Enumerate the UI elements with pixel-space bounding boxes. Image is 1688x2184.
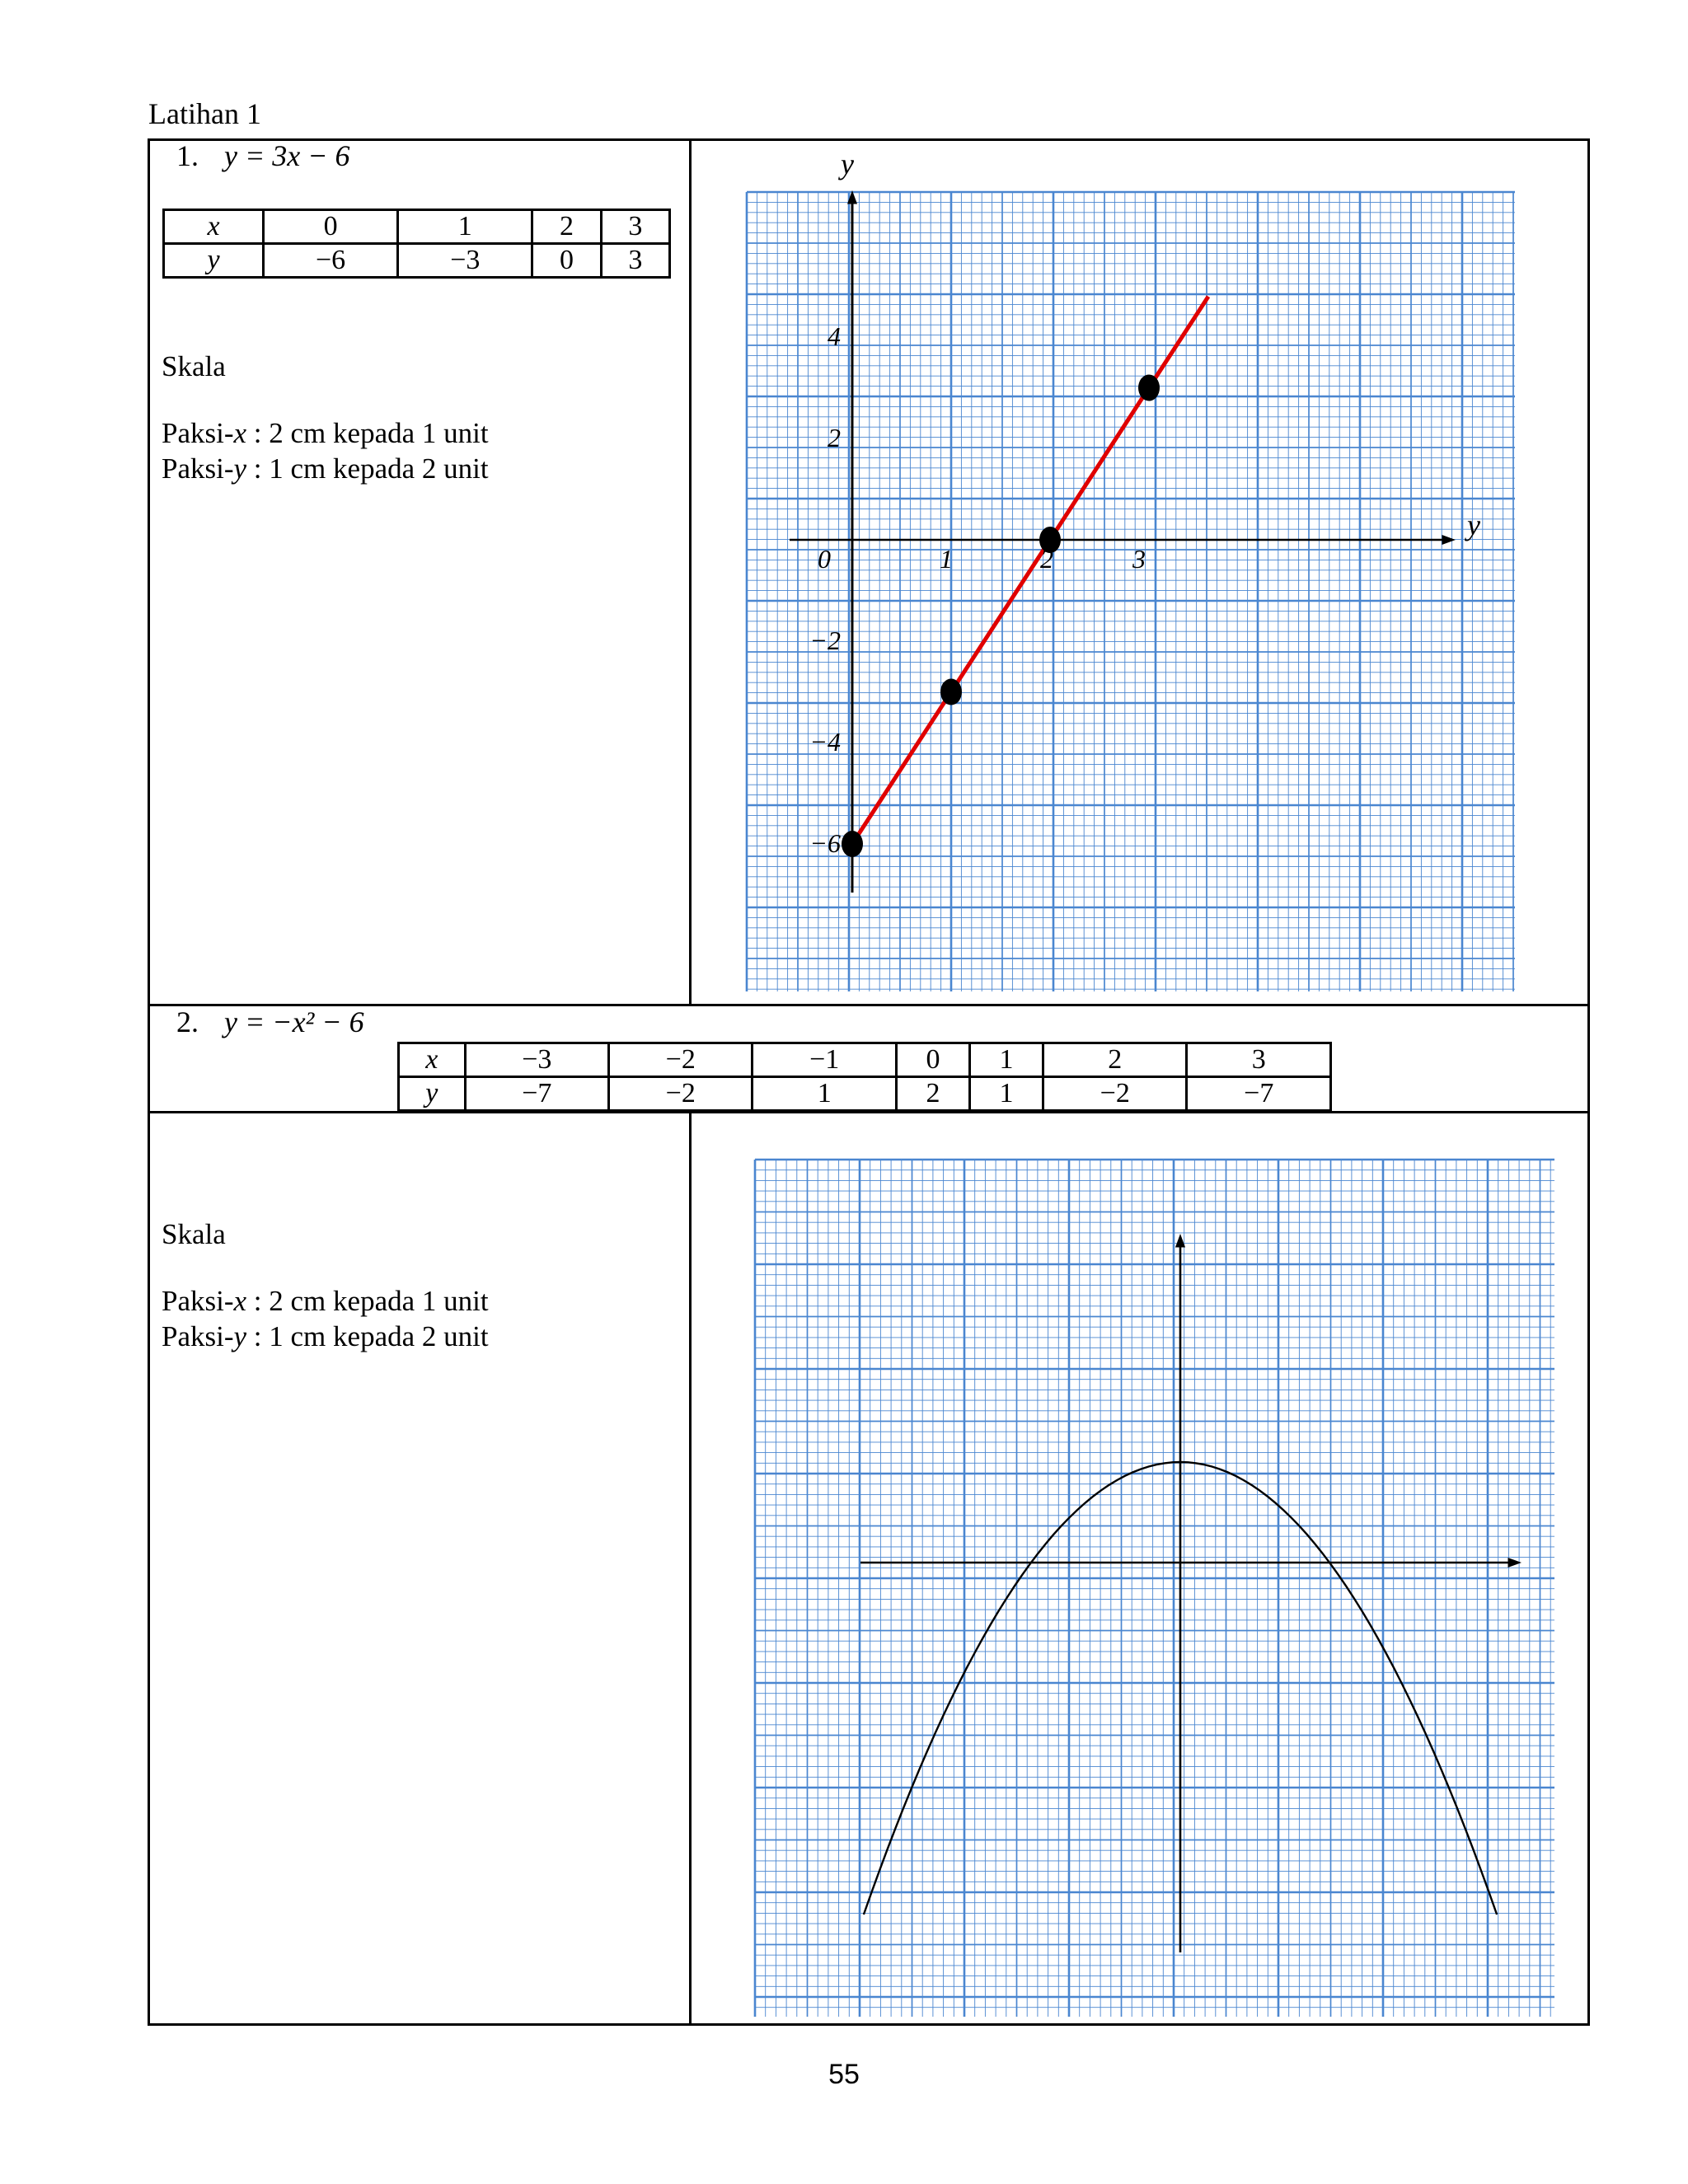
q2-scale-title: Skala xyxy=(162,1218,226,1250)
q1-x-cell: 0 xyxy=(264,210,398,244)
q2-title xyxy=(176,1004,364,1040)
q2-y-scale xyxy=(162,1319,489,1354)
q1-y-tick-label: 2 xyxy=(828,423,841,452)
q1-y-scale-var: y xyxy=(233,452,247,485)
q1-x-cell: 1 xyxy=(398,210,532,244)
q1-y-tick-label: −2 xyxy=(809,626,841,655)
q1-y-row xyxy=(164,244,670,278)
q1-y-header: y xyxy=(164,244,264,278)
q1-x-scale-prefix: Paksi- xyxy=(162,417,234,449)
q1-scale-title: Skala xyxy=(162,350,226,382)
data-point xyxy=(1138,375,1160,401)
q1-number: 1. xyxy=(176,139,199,172)
q1-y-cell: 3 xyxy=(601,244,669,278)
q2-y-cell: −2 xyxy=(1043,1077,1187,1111)
q1-graph-grid xyxy=(747,192,1515,991)
q1-graph-plot xyxy=(842,297,1208,857)
q1-x-header: x xyxy=(164,210,264,244)
worksheet-heading: Latihan 1 xyxy=(148,97,261,130)
q2-y-cell: −2 xyxy=(609,1077,753,1111)
q1-x-axis-label: y xyxy=(1467,509,1480,541)
q1-title xyxy=(176,138,350,174)
q1-graph xyxy=(691,141,1587,1003)
q1-y-scale-text: : 1 cm kepada 2 unit xyxy=(246,452,489,485)
q2-y-scale-text: : 1 cm kepada 2 unit xyxy=(246,1320,489,1352)
q2-y-row xyxy=(399,1077,1331,1111)
q2-equation: y = −x² − 6 xyxy=(224,1005,364,1038)
q2-x-scale-prefix: Paksi- xyxy=(162,1285,234,1317)
q1-x-tick-label: 1 xyxy=(940,544,953,574)
q2-x-cell: −1 xyxy=(753,1043,896,1077)
q1-x-row xyxy=(164,210,670,244)
q1-x-scale-text: : 2 cm kepada 1 unit xyxy=(246,417,489,449)
q1-y-scale xyxy=(162,451,489,486)
q2-y-scale-var: y xyxy=(233,1320,247,1352)
q2-x-cell: −3 xyxy=(465,1043,608,1077)
q2-x-cell: 0 xyxy=(896,1043,969,1077)
q2-y-scale-prefix: Paksi- xyxy=(162,1320,234,1352)
q2-x-cell: 1 xyxy=(969,1043,1043,1077)
q2-number: 2. xyxy=(176,1005,199,1038)
q1-x-cell: 2 xyxy=(532,210,601,244)
q1-origin-label: 0 xyxy=(818,544,831,574)
q1-x-tick-label: 2 xyxy=(1040,544,1053,574)
data-point xyxy=(842,831,863,857)
q1-x-cell: 3 xyxy=(601,210,669,244)
q2-y-cell: −7 xyxy=(1187,1077,1331,1111)
q2-x-scale xyxy=(162,1283,489,1319)
q1-y-scale-prefix: Paksi- xyxy=(162,452,234,485)
q1-equation: y = 3x − 6 xyxy=(224,139,350,172)
q2-x-scale-var: x xyxy=(233,1285,247,1317)
q2-y-cell: 2 xyxy=(896,1077,969,1111)
q1-y-tick-label: 4 xyxy=(828,321,841,351)
q1-y-cell: 0 xyxy=(532,244,601,278)
q2-value-table xyxy=(397,1042,1332,1112)
q1-value-table xyxy=(162,209,671,279)
q2-y-cell: 1 xyxy=(969,1077,1043,1111)
q2-graph-grid xyxy=(755,1160,1554,2017)
q2-y-cell: 1 xyxy=(753,1077,896,1111)
q1-x-scale-var: x xyxy=(233,417,247,449)
q1-y-cell: −3 xyxy=(398,244,532,278)
q2-x-header: x xyxy=(399,1043,466,1077)
q1-y-tick-label: −6 xyxy=(809,828,841,858)
q2-graph xyxy=(691,1113,1587,2023)
q2-x-row xyxy=(399,1043,1331,1077)
q2-graph-axes xyxy=(860,1234,1522,1952)
page-number: 55 xyxy=(828,2059,860,2090)
q2-x-cell: 3 xyxy=(1187,1043,1331,1077)
q1-x-tick-label: 3 xyxy=(1132,544,1146,574)
q2-y-cell: −7 xyxy=(465,1077,608,1111)
q1-y-tick-label: −4 xyxy=(809,727,841,757)
data-point xyxy=(940,679,962,705)
q1-y-cell: −6 xyxy=(264,244,398,278)
q2-x-cell: −2 xyxy=(609,1043,753,1077)
q2-y-header: y xyxy=(399,1077,466,1111)
q2-x-cell: 2 xyxy=(1043,1043,1187,1077)
q1-x-scale xyxy=(162,415,489,451)
y-axis-arrow xyxy=(1175,1234,1185,1248)
x-axis-arrow xyxy=(1442,535,1456,545)
q1-y-axis-label: y xyxy=(841,148,854,180)
q2-x-scale-text: : 2 cm kepada 1 unit xyxy=(246,1285,489,1317)
